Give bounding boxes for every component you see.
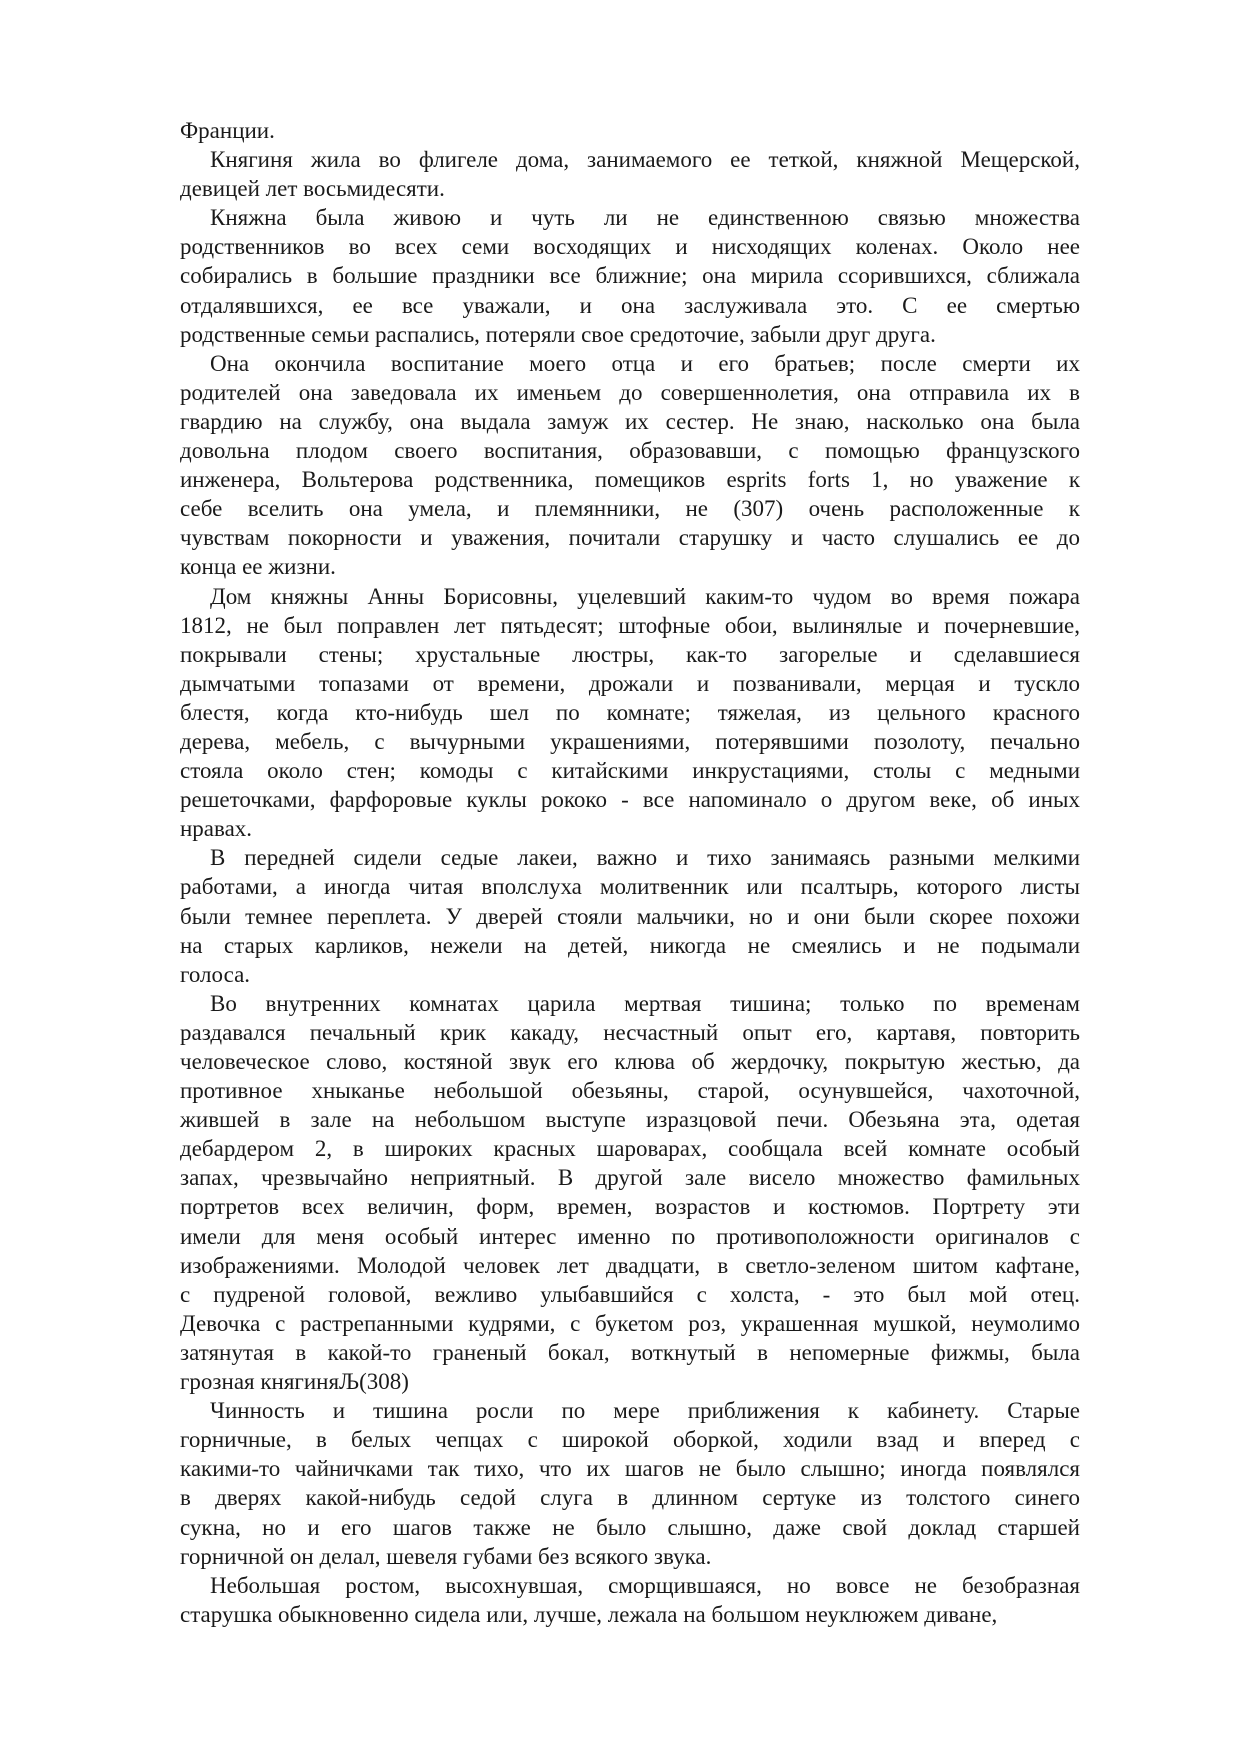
text-line: родственные семьи распались, потеряли свое средоточие, забыли друг друга. bbox=[180, 321, 936, 347]
text-line: довольна плодом своего воспитания, образовавши, с помощью французского bbox=[180, 438, 1080, 464]
paragraph bbox=[180, 989, 1080, 1396]
text-line: Небольшая ростом, высохнувшая, сморщившаяся, но вовсе не безобразная bbox=[210, 1572, 1080, 1598]
text-line: Девочка с растрепанными кудрями, с букетом роз, украшенная мушкой, неумолимо bbox=[180, 1310, 1080, 1336]
text-line: затянутая в какой-то граненый бокал, воткнутый в непомерные фижмы, была bbox=[180, 1339, 1080, 1365]
text-line: противное хныканье небольшой обезьяны, старой, осунувшейся, чахоточной, bbox=[180, 1078, 1080, 1104]
text-line: старушка обыкновенно сидела или, лучше, лежала на большом неуклюжем диване, bbox=[180, 1601, 998, 1627]
text-line: грозная княгиняЉ(308) bbox=[180, 1369, 409, 1395]
paragraph bbox=[180, 843, 1080, 988]
text-line: Чинность и тишина росли по мере приближения к кабинету. Старые bbox=[210, 1398, 1080, 1424]
text-line: с пудреной головой, вежливо улыбавшийся с холста, - это был мой отец. bbox=[180, 1281, 1080, 1307]
paragraph bbox=[180, 145, 1080, 203]
text-line: Она окончила воспитание моего отца и его братьев; после смерти их bbox=[210, 350, 1080, 376]
text-line: родственников во всех семи восходящих и нисходящих коленах. Около нее bbox=[180, 234, 1080, 260]
text-line: инженера, Вольтерова родственника, помещиков esprits forts 1, но уважение к bbox=[180, 467, 1080, 493]
text-line: Княгиня жила во флигеле дома, занимаемого ее теткой, княжной Мещерской, bbox=[210, 147, 1080, 173]
text-line: решеточками, фарфоровые куклы рококо - все напоминало о другом веке, об иных bbox=[180, 787, 1080, 813]
text-line: собирались в большие праздники все ближние; она мирила ссорившихся, сближала bbox=[180, 263, 1080, 289]
paragraph bbox=[180, 1396, 1080, 1571]
paragraph bbox=[180, 116, 1080, 145]
text-line: раздавался печальный крик какаду, несчастный опыт его, картавя, повторить bbox=[180, 1019, 1080, 1045]
paragraph bbox=[180, 1571, 1080, 1629]
text-line: нравах. bbox=[180, 816, 253, 842]
text-line: Во внутренних комнатах царила мертвая тишина; только по временам bbox=[210, 990, 1080, 1016]
text-line: запах, чрезвычайно неприятный. В другой зале висело множество фамильных bbox=[180, 1165, 1080, 1191]
text-line: жившей в зале на небольшом выступе изразцовой печи. Обезьяна эта, одетая bbox=[180, 1107, 1080, 1133]
text-line: работами, а иногда читая вполслуха молитвенник или псалтырь, которого листы bbox=[180, 874, 1080, 900]
document-page bbox=[180, 116, 1080, 1629]
text-line: изображениями. Молодой человек лет двадцати, в светло-зеленом шитом кафтане, bbox=[180, 1252, 1080, 1278]
text-line: Дом княжны Анны Борисовны, уцелевший каким-то чудом во время пожара bbox=[210, 583, 1080, 609]
text-line: сукна, но и его шагов также не было слышно, даже свой доклад старшей bbox=[180, 1514, 1080, 1540]
text-line: Франции. bbox=[180, 118, 275, 143]
text-line: были темнее переплета. У дверей стояли мальчики, но и они были скорее похожи bbox=[180, 903, 1080, 929]
text-line: 1812, не был поправлен лет пятьдесят; штофные обои, вылинялые и почерневшие, bbox=[180, 612, 1080, 638]
text-line: какими-то чайничками так тихо, что их шагов не было слышно; иногда появлялся bbox=[180, 1456, 1080, 1482]
text-line: на старых карликов, нежели на детей, никогда не смеялись и не подымали bbox=[180, 932, 1080, 958]
text-line: отдалявшихся, ее все уважали, и она заслуживала это. С ее смертью bbox=[180, 292, 1080, 318]
text-line: дебардером 2, в широких красных шароварах, сообщала всей комнате особый bbox=[180, 1136, 1080, 1162]
text-line: горничной он делал, шевеля губами без всякого звука. bbox=[180, 1543, 712, 1569]
text-line: дерева, мебель, с вычурными украшениями, потерявшими позолоту, печально bbox=[180, 728, 1080, 754]
text-line: чувствам покорности и уважения, почитали старушку и часто слушались ее до bbox=[180, 525, 1080, 551]
paragraph bbox=[180, 349, 1080, 582]
text-line: родителей она заведовала их именьем до совершеннолетия, она отправила их в bbox=[180, 379, 1080, 405]
text-line: дымчатыми топазами от времени, дрожали и позванивали, мерцая и тускло bbox=[180, 670, 1080, 696]
paragraph bbox=[180, 203, 1080, 348]
text-line: портретов всех величин, форм, времен, возрастов и костюмов. Портрету эти bbox=[180, 1194, 1080, 1220]
text-line: девицей лет восьмидесяти. bbox=[180, 176, 445, 202]
paragraph bbox=[180, 582, 1080, 844]
text-line: В передней сидели седые лакеи, важно и тихо занимаясь разными мелкими bbox=[210, 845, 1080, 871]
text-line: конца ее жизни. bbox=[180, 554, 336, 580]
text-line: горничные, в белых чепцах с широкой оборкой, ходили взад и вперед с bbox=[180, 1427, 1080, 1453]
text-line: покрывали стены; хрустальные люстры, как-то загорелые и сделавшиеся bbox=[180, 641, 1080, 667]
text-line: человеческое слово, костяной звук его клюва об жердочку, покрытую жестью, да bbox=[180, 1049, 1080, 1074]
text-line: блестя, когда кто-нибудь шел по комнате; тяжелая, из цельного красного bbox=[180, 699, 1080, 725]
text-line: в дверях какой-нибудь седой слуга в длинном сертуке из толстого синего bbox=[180, 1485, 1080, 1511]
text-line: гвардию на службу, она выдала замуж их сестер. Не знаю, насколько она была bbox=[180, 408, 1080, 434]
text-line: Княжна была живою и чуть ли не единственною связью множества bbox=[210, 205, 1080, 231]
text-line: стояла около стен; комоды с китайскими инкрустациями, столы с медными bbox=[180, 758, 1080, 784]
text-line: голоса. bbox=[180, 961, 251, 987]
text-line: себе вселить она умела, и племянники, не (307) очень расположенные к bbox=[180, 496, 1080, 522]
text-line: имели для меня особый интерес именно по противоположности оригиналов с bbox=[180, 1223, 1080, 1249]
